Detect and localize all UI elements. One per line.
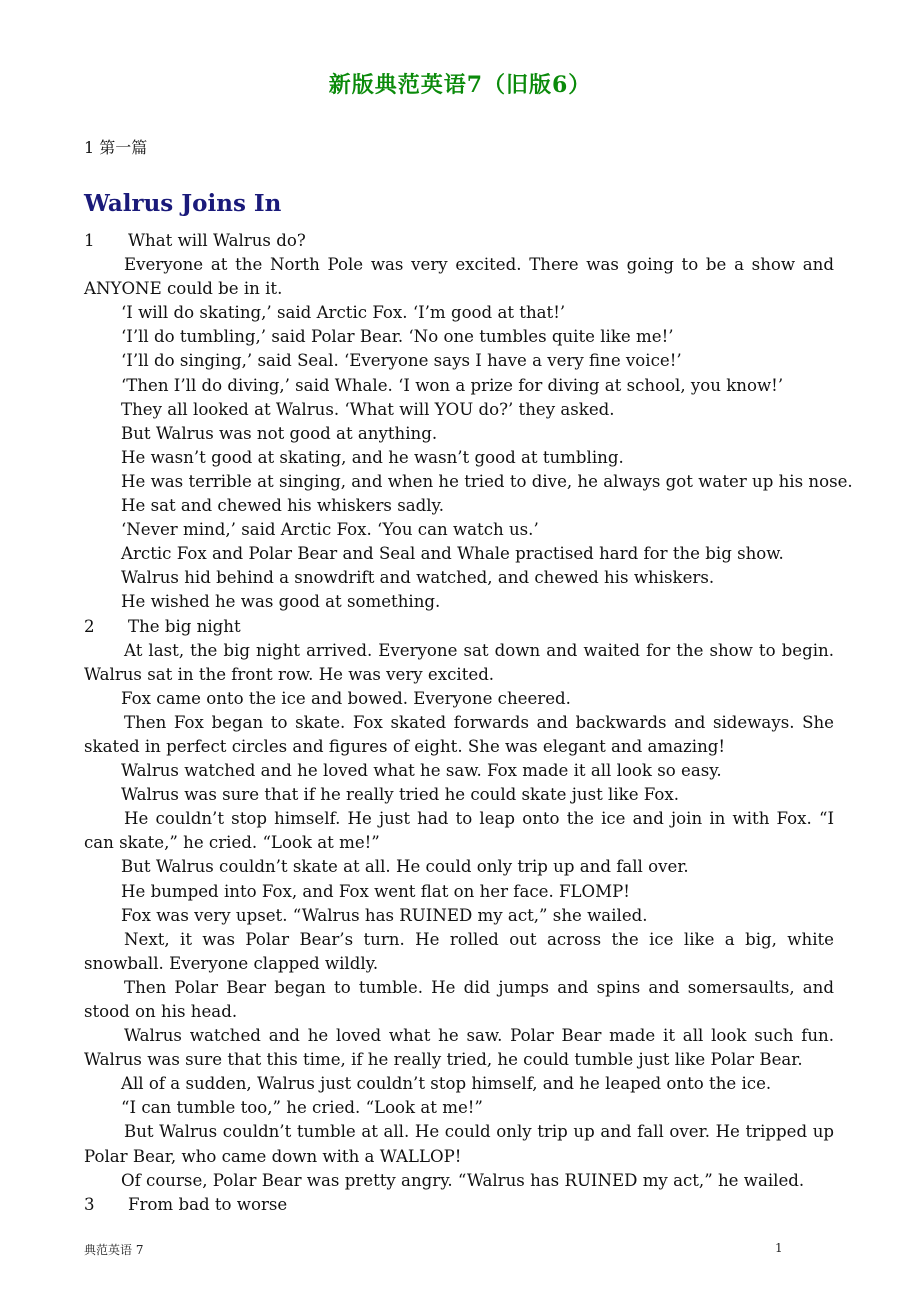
section-title: From bad to worse: [128, 1194, 288, 1214]
paragraph: He bumped into Fox, and Fox went flat on her face. FLOMP!: [121, 881, 630, 901]
paragraph: ‘I’ll do singing,’ said Seal. ‘Everyone says I have a very fine voice!’: [121, 351, 682, 371]
paragraph: But Walrus couldn’t tumble at all. He could only trip up and fall over. He tripped up Polar Bear, who came down with a WALLOP!: [84, 1122, 834, 1166]
section-number: 1: [84, 231, 95, 250]
paragraph: He wished he was good at something.: [121, 592, 441, 612]
paragraph: But Walrus couldn’t skate at all. He could only trip up and fall over.: [121, 857, 689, 877]
paragraph: He sat and chewed his whiskers sadly.: [121, 496, 444, 516]
paragraph: At last, the big night arrived. Everyone sat down and waited for the show to begin. Walrus sat in the front row. He was very excited.: [84, 640, 834, 684]
paragraph: Fox came onto the ice and bowed. Everyone cheered.: [121, 688, 571, 708]
paragraph: Then Polar Bear began to tumble. He did jumps and spins and somersaults, and stood on his head.: [84, 977, 834, 1021]
section-number: 2: [84, 616, 95, 636]
section-heading-3: [84, 1193, 834, 1217]
paragraph: Fox was very upset. “Walrus has RUINED my act,” she wailed.: [121, 905, 648, 925]
document-title: 新版典范英语7（旧版6）: [328, 72, 592, 98]
paragraph: Walrus hid behind a snowdrift and watched, and chewed his whiskers.: [121, 568, 715, 588]
footer-page-number: 1: [775, 1241, 783, 1255]
paragraph: Arctic Fox and Polar Bear and Seal and Whale practised hard for the big show.: [121, 544, 784, 564]
section-heading-2: [84, 615, 834, 639]
section-title: What will Walrus do?: [128, 231, 306, 250]
paragraph: Walrus watched and he loved what he saw. Polar Bear made it all look such fun. Walrus was sure that this time, if he really tried, he could tumble just like Polar Bear.: [84, 1026, 834, 1070]
paragraph: “I can tumble too,” he cried. “Look at me!”: [121, 1098, 483, 1118]
paragraph: He wasn’t good at skating, and he wasn’t good at tumbling.: [121, 447, 624, 467]
section-heading-1: [84, 229, 834, 253]
paragraph: Of course, Polar Bear was pretty angry. “Walrus has RUINED my act,” he wailed.: [121, 1170, 805, 1190]
paragraph: ‘I’ll do tumbling,’ said Polar Bear. ‘No one tumbles quite like me!’: [121, 327, 674, 347]
paragraph: All of a sudden, Walrus just couldn’t stop himself, and he leaped onto the ice.: [121, 1074, 772, 1094]
section-title: The big night: [128, 616, 241, 636]
chapter-label: 1 第一篇: [84, 138, 148, 157]
paragraph: They all looked at Walrus. ‘What will YOU do?’ they asked.: [121, 399, 615, 419]
footer-book-title: 典范英语 7: [84, 1243, 144, 1257]
paragraph: Walrus watched and he loved what he saw. Fox made it all look so easy.: [121, 761, 722, 781]
story-body: [84, 229, 853, 1217]
paragraph: Then Fox began to skate. Fox skated forwards and backwards and sideways. She skated in perfect circles and figures of eight. She was elegant and amazing!: [84, 712, 834, 756]
paragraph: ‘I will do skating,’ said Arctic Fox. ‘I’m good at that!’: [121, 303, 566, 323]
paragraph: ‘Then I’ll do diving,’ said Whale. ‘I won a prize for diving at school, you know!’: [121, 375, 784, 395]
paragraph: Everyone at the North Pole was very excited. There was going to be a show and ANYONE could be in it.: [84, 255, 834, 299]
story-title: Walrus Joins In: [84, 190, 282, 217]
paragraph: Next, it was Polar Bear’s turn. He rolled out across the ice like a big, white snowball. Everyone clapped wildly.: [84, 929, 834, 973]
section-number: 3: [84, 1194, 95, 1214]
paragraph: ‘Never mind,’ said Arctic Fox. ‘You can watch us.’: [121, 520, 539, 540]
paragraph: Walrus was sure that if he really tried he could skate just like Fox.: [121, 785, 680, 805]
paragraph: But Walrus was not good at anything.: [121, 423, 438, 443]
paragraph: He was terrible at singing, and when he tried to dive, he always got water up his nose.: [121, 471, 853, 491]
paragraph: He couldn’t stop himself. He just had to leap onto the ice and join in with Fox. “I can skate,” he cried. “Look at me!”: [84, 809, 834, 853]
